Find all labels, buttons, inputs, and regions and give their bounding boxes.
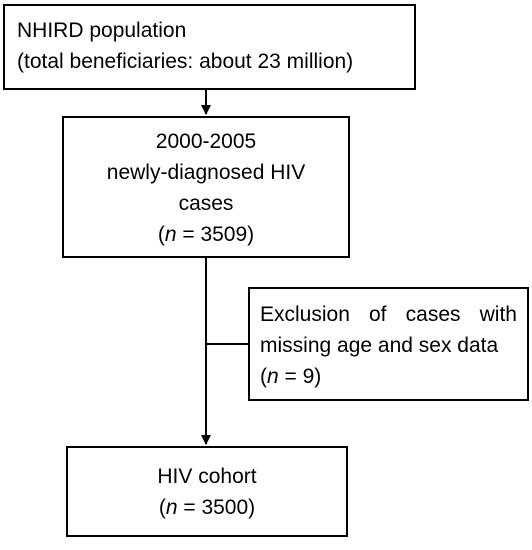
box-newly-diagnosed-cases [62, 116, 350, 258]
box-exclusion [248, 287, 529, 401]
box-hiv-cohort [66, 446, 348, 537]
cases-count: (n = 3509) [157, 223, 255, 246]
population-title: NHIRD population [17, 19, 187, 42]
population-subtitle: (total beneficiaries: about 23 million) [17, 50, 354, 73]
cases-word: cases [178, 192, 234, 215]
cohort-count: (n = 3500) [158, 496, 256, 519]
exclusion-line1: Exclusion of cases with [260, 303, 517, 326]
exclusion-line2: missing age and sex data [260, 334, 499, 357]
cohort-title: HIV cohort [157, 465, 257, 488]
exclusion-count: (n = 9) [260, 365, 322, 388]
box-nhird-population [3, 4, 416, 90]
cases-description: newly-diagnosed HIV [106, 161, 306, 184]
cases-years: 2000-2005 [155, 130, 257, 153]
